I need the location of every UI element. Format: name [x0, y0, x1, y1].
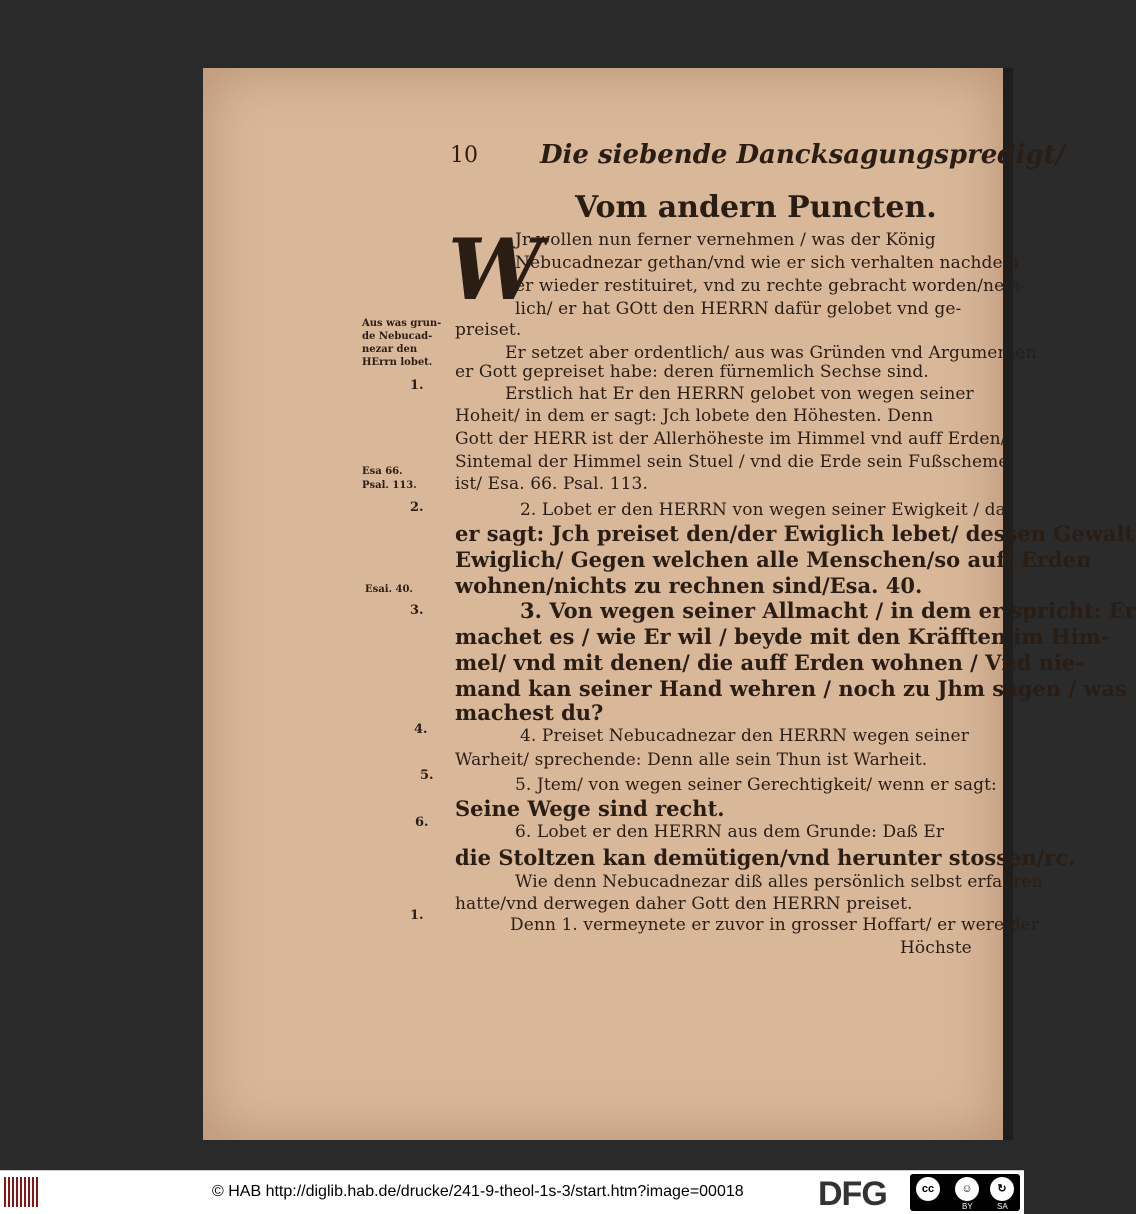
- body-line: 3. Von wegen seiner Allmacht / in dem er spricht: Er: [520, 598, 1136, 623]
- body-line: wohnen/nichts zu rechnen sind/Esa. 40.: [455, 573, 923, 598]
- body-line: Gott der HERR ist der Allerhöheste im Himmel vnd auff Erden/: [455, 429, 1007, 449]
- body-line: Wie denn Nebucadnezar diß alles persönlich selbst erfahren: [515, 872, 1043, 892]
- margin-number: 4.: [414, 722, 428, 737]
- body-line: Nebucadnezar gethan/vnd wie er sich verhalten nachdem: [515, 253, 1019, 273]
- page-number: 10: [450, 143, 478, 168]
- body-line: Sintemal der Himmel sein Stuel / vnd die Erde sein Fußschemel: [455, 452, 1015, 472]
- margin-note-line: HErrn lobet.: [362, 357, 433, 368]
- cc-sa-label: SA: [997, 1202, 1008, 1211]
- body-line: ist/ Esa. 66. Psal. 113.: [455, 474, 648, 494]
- body-line: preiset.: [455, 320, 522, 340]
- margin-note-line: Aus was grun-: [362, 318, 442, 329]
- body-line: lich/ er hat GOtt den HERRN dafür gelobet vnd ge-: [515, 299, 962, 319]
- body-line: machet es / wie Er wil / beyde mit den Kräfften im Him-: [455, 624, 1110, 649]
- margin-note-line: Esai. 40.: [365, 584, 413, 595]
- margin-number: 2.: [410, 500, 424, 515]
- dfg-logo: DFG: [818, 1175, 887, 1213]
- catchword: Höchste: [900, 938, 972, 958]
- body-line: Warheit/ sprechende: Denn alle sein Thun ist Warheit.: [455, 750, 928, 770]
- margin-note-line: Psal. 113.: [362, 480, 417, 491]
- margin-note-line: Esa 66.: [362, 466, 403, 477]
- margin-number: 6.: [415, 815, 429, 830]
- running-title: Die siebende Dancksagungspredigt/: [540, 140, 1066, 170]
- section-heading: Vom andern Puncten.: [575, 190, 937, 225]
- body-line: Seine Wege sind recht.: [455, 796, 725, 821]
- body-line: die Stoltzen kan demütigen/vnd herunter stossen/rc.: [455, 845, 1076, 870]
- body-line: machest du?: [455, 700, 604, 725]
- barcode-icon: [4, 1177, 40, 1207]
- body-line: Er setzet aber ordentlich/ aus was Gründen vnd Argumenten: [505, 343, 1037, 363]
- decorated-initial: W: [448, 220, 543, 319]
- body-line: mand kan seiner Hand wehren / noch zu Jhm sagen / was: [455, 676, 1127, 701]
- cc-license-badge[interactable]: [910, 1174, 1020, 1211]
- body-line: hatte/vnd derwegen daher Gott den HERRN preiset.: [455, 894, 913, 914]
- body-line: er Gott gepreiset habe: deren fürnemlich Sechse sind.: [455, 362, 929, 382]
- body-line: Ewiglich/ Gegen welchen alle Menschen/so auff Erden: [455, 547, 1092, 572]
- margin-number: 5.: [420, 768, 434, 783]
- body-line: Hoheit/ in dem er sagt: Jch lobete den Höhesten. Denn: [455, 406, 934, 426]
- body-line: Jr wollen nun ferner vernehmen / was der König: [515, 230, 936, 250]
- margin-note-line: nezar den: [362, 344, 418, 355]
- body-line: er wieder restituiret, vnd zu rechte gebracht worden/nem-: [515, 276, 1027, 296]
- margin-number: 1.: [410, 378, 424, 393]
- viewer-footer: [0, 1170, 1024, 1214]
- body-line: er sagt: Jch preiset den/der Ewiglich lebet/ dessen Gewalt: [455, 521, 1135, 546]
- margin-note-line: de Nebucad-: [362, 331, 433, 342]
- attribution-icon: ☺: [955, 1177, 979, 1201]
- body-line: 5. Jtem/ von wegen seiner Gerechtigkeit/ wenn er sagt:: [515, 775, 997, 795]
- body-line: mel/ vnd mit denen/ die auff Erden wohnen / Vnd nie-: [455, 650, 1085, 675]
- body-line: 2. Lobet er den HERRN von wegen seiner Ewigkeit / da: [520, 500, 1006, 520]
- share-alike-icon: ↻: [990, 1177, 1014, 1201]
- cc-by-label: BY: [962, 1202, 973, 1211]
- body-line: Erstlich hat Er den HERRN gelobet von wegen seiner: [505, 384, 974, 404]
- body-line: 6. Lobet er den HERRN aus dem Grunde: Daß Er: [515, 822, 945, 842]
- body-line: Denn 1. vermeynete er zuvor in grosser Hoffart/ er were der: [510, 915, 1040, 935]
- margin-number: 3.: [410, 603, 424, 618]
- copyright-url[interactable]: © HAB http://diglib.hab.de/drucke/241-9-theol-1s-3/start.htm?image=00018: [212, 1183, 744, 1200]
- margin-number: 1.: [410, 908, 424, 923]
- cc-icon: cc: [916, 1177, 940, 1201]
- body-line: 4. Preiset Nebucadnezar den HERRN wegen seiner: [520, 726, 969, 746]
